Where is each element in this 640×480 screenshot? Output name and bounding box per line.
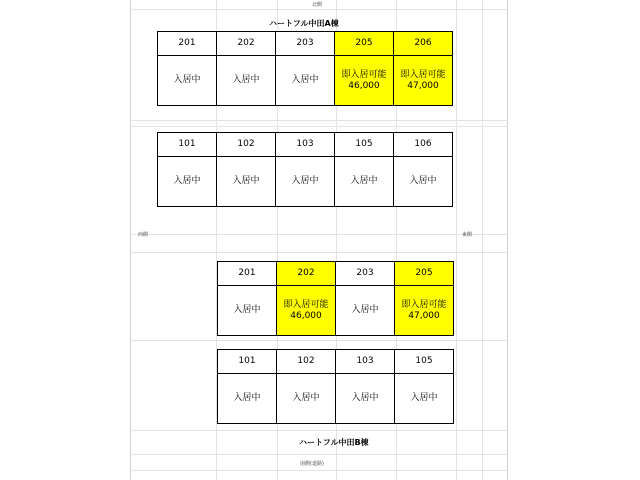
room-status-cell [217,56,276,106]
room-number: 101 [218,350,277,374]
status-row [218,286,454,336]
gridline [130,454,508,455]
room-status-cell [395,286,454,336]
west-label: 西側 [138,232,149,238]
room-status-cell [277,286,336,336]
east-label: 東側 [462,232,473,238]
room-number-row [158,32,453,56]
room-number: 206 [394,32,453,56]
room-number: 203 [336,262,395,286]
building-a-floor1-table [157,132,453,207]
gridline [130,9,508,10]
room-status: 入居中 [395,374,454,424]
gridline [456,0,457,480]
gridline [130,234,508,235]
status-row [158,56,453,106]
room-status: 入居中 [394,157,453,207]
room-number-row [158,133,453,157]
room-number: 202 [277,262,336,286]
room-number: 103 [276,133,335,157]
room-status-cell [335,56,394,106]
room-rent: 46,000 [290,310,322,321]
building-a-title: ハートフル中田A棟 [269,19,339,28]
room-status: 入居中 [277,374,336,424]
north-label: 北側 [312,2,323,8]
room-status: 入居中 [158,157,217,207]
room-number: 105 [335,133,394,157]
room-number: 101 [158,133,217,157]
room-status: 入居中 [336,374,395,424]
room-status: 入居中 [335,157,394,207]
room-number: 205 [395,262,454,286]
room-status-cell [218,286,277,336]
building-a-floor2-table [157,31,453,106]
room-status-cell [336,286,395,336]
room-status-cell [158,56,217,106]
room-status: 入居中 [173,75,201,85]
room-rent: 47,000 [408,310,440,321]
room-number: 102 [217,133,276,157]
room-status: 入居中 [351,305,379,315]
building-b-floor2-table [217,261,454,336]
gridline [130,252,508,253]
room-number-row [218,262,454,286]
building-b-floor1-table [217,349,454,424]
room-status-cell [276,56,335,106]
room-number-row [218,350,454,374]
room-status-cell [394,56,453,106]
room-number: 202 [217,32,276,56]
room-rent: 47,000 [407,80,439,91]
room-status: 入居中 [291,75,319,85]
room-number: 201 [158,32,217,56]
gridline [130,340,508,341]
south-label: 南側(道路) [300,461,324,467]
room-number: 203 [276,32,335,56]
room-status: 即入居可能 [283,299,329,310]
room-status: 入居中 [276,157,335,207]
gridline [130,470,508,471]
room-number: 103 [336,350,395,374]
gridline [130,120,508,121]
gridline [482,0,483,480]
room-number: 105 [395,350,454,374]
room-number: 205 [335,32,394,56]
room-status: 即入居可能 [400,69,446,80]
room-status: 入居中 [233,305,261,315]
room-status: 入居中 [218,374,277,424]
room-status: 入居中 [217,157,276,207]
room-number: 106 [394,133,453,157]
gridline [130,126,508,127]
status-row [158,157,453,207]
gridline [130,430,508,431]
building-b-title: ハートフル中田B棟 [299,438,369,447]
room-status: 即入居可能 [401,299,447,310]
room-number: 102 [277,350,336,374]
room-status: 入居中 [232,75,260,85]
status-row [218,374,454,424]
room-number: 201 [218,262,277,286]
room-rent: 46,000 [348,80,380,91]
room-status: 即入居可能 [341,69,387,80]
